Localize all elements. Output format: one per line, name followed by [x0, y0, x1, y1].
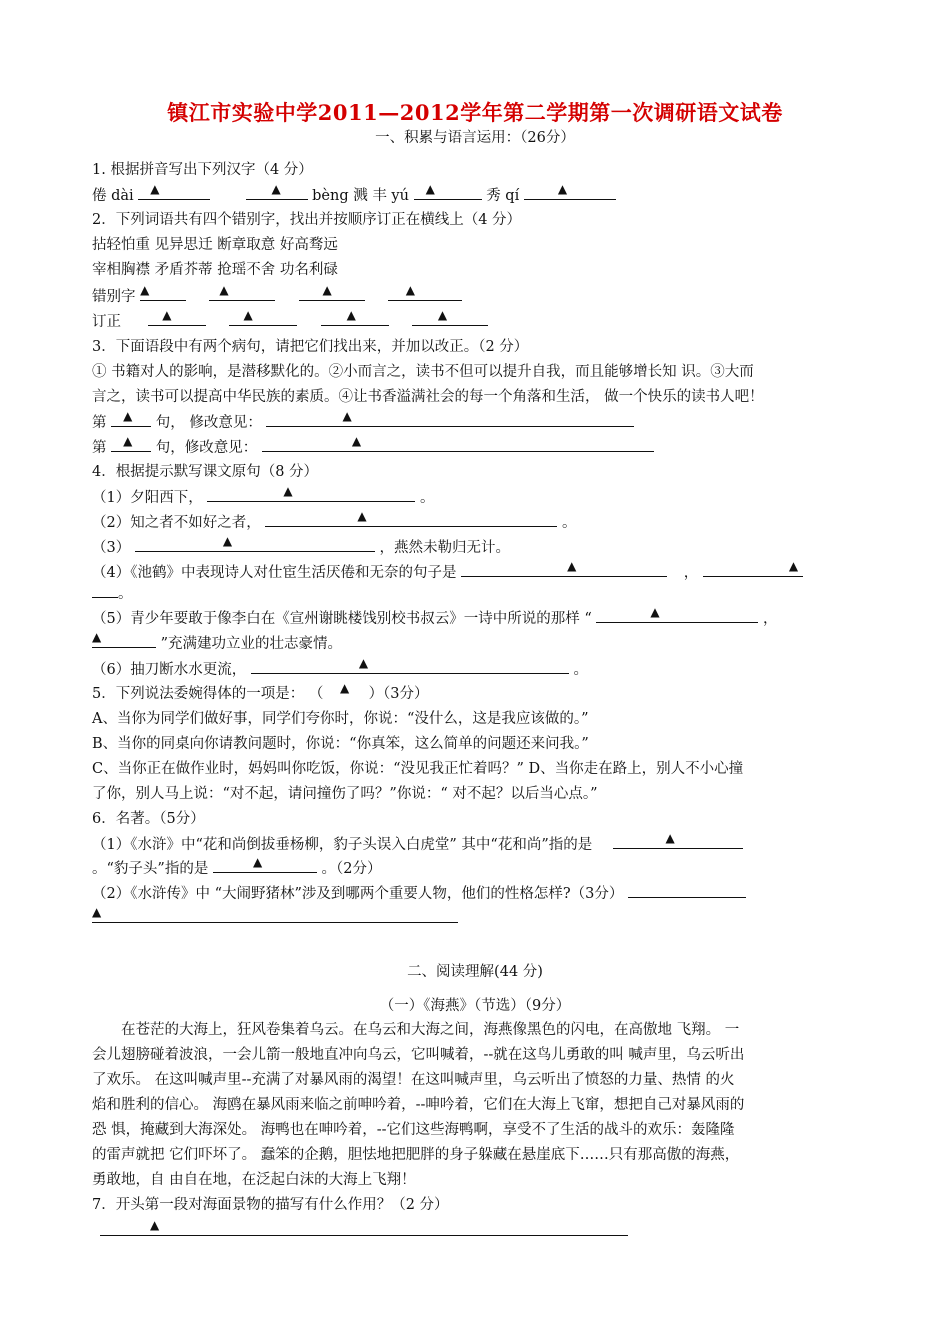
passage-line-4: 焰和胜利的信心。 海鸥在暴风雨来临之前呻吟着，--呻吟着，它们在大海上飞窜，想把自己对暴风雨的: [92, 1097, 745, 1113]
q6-item-1-cont: 。“豹子头”指的是 ▲ 。（2分）: [92, 855, 382, 877]
answer-blank[interactable]: ▲: [262, 437, 654, 452]
q2-corrections: 订正 ▲ ▲ ▲ ▲: [92, 311, 488, 332]
answer-blank[interactable]: ▲: [266, 412, 634, 427]
answer-blank[interactable]: ▲: [246, 185, 308, 200]
question-7: 7．开头第一段对海面景物的描写有什么作用？（2 分）: [92, 1197, 449, 1213]
answer-blank[interactable]: ▲: [388, 286, 462, 301]
section-1-heading: 一、积累与语言运用：（26分）: [375, 130, 575, 146]
question-6: 6．名著。（5分）: [92, 811, 205, 827]
answer-blank[interactable]: ▲: [213, 858, 317, 873]
answer-blank[interactable]: ▲: [524, 185, 616, 200]
passage-line-5: 恐 惧，掩藏到大海深处。 海鸭也在呻吟着，--它们这些海鸭啊，享受不了生活的战斗的欢乐：轰隆隆: [92, 1122, 735, 1138]
q4-item-3: （3） ▲ ，燕然未勒归无计。: [92, 534, 510, 556]
exam-title: 镇江市实验中学2011—2012学年第二学期第一次调研语文试卷: [167, 100, 783, 125]
q5-option-a: A、当你为同学们做好事，同学们夸你时，你说：“没什么，这是我应该做的。”: [92, 711, 589, 727]
q6-item-2: （2）《水浒传》中 “大闹野猪林”涉及到哪两个重要人物，他们的性格怎样?（3分）: [92, 883, 746, 904]
answer-blank[interactable]: ▲: [414, 185, 482, 200]
answer-blank[interactable]: [92, 583, 118, 598]
answer-blank[interactable]: ▲: [461, 562, 667, 577]
answer-blank[interactable]: ▲: [111, 437, 151, 452]
answer-blank[interactable]: ▲: [321, 311, 389, 326]
answer-blank[interactable]: ▲: [613, 834, 743, 849]
answer-blank[interactable]: ▲: [251, 659, 569, 674]
q4-item-6: （6）抽刀断水水更流， ▲ 。: [92, 656, 588, 678]
q2-wrong-chars: 错别字 ▲ ▲ ▲ ▲: [92, 286, 462, 307]
q3-paragraph-line-2: 言之，读书可以提高中华民族的素质。④让书香溢满社会的每一个角落和生活， 做一个快乐的读书人吧！: [92, 389, 764, 405]
q2-words-line-2: 宰相胸襟 矛盾芥蒂 抢瑶不舍 功名利碌: [92, 262, 338, 278]
answer-blank[interactable]: ▲: [265, 512, 557, 527]
q1-item-2: bèng 溅 丰 yú: [312, 188, 409, 204]
answer-blank[interactable]: ▲: [148, 311, 206, 326]
q6-item-1: （1）《水浒》中“花和尚倒拔垂杨柳，豹子头误入白虎堂” 其中“花和尚”指的是 ▲: [92, 834, 743, 855]
section-2-heading: 二、阅读理解(44 分): [407, 964, 543, 980]
q3-answer-2: 第 ▲ 句，修改意见： ▲: [92, 437, 654, 458]
passage-line-3: 了欢乐。 在这叫喊声里--充满了对暴风雨的渴望！在这叫喊声里，乌云听出了愤怒的力量、热情 的火: [92, 1072, 735, 1088]
answer-blank[interactable]: ▲: [703, 562, 803, 577]
answer-blank[interactable]: ▲: [92, 908, 458, 923]
answer-blank[interactable]: ▲: [596, 608, 758, 623]
q3-answer-1: 第 ▲ 句， 修改意见： ▲: [92, 412, 634, 433]
passage-line-1: 在苍茫的大海上，狂风卷集着乌云。在乌云和大海之间，海燕像黑色的闪电，在高傲地 飞翔。 一: [121, 1022, 740, 1038]
answer-blank[interactable]: ▲: [111, 412, 151, 427]
q5-option-c: C、当你正在做作业时，妈妈叫你吃饭，你说：“没见我正忙着吗？” D、当你走在路上，别人不小心撞: [92, 761, 744, 777]
answer-blank[interactable]: ▲: [209, 286, 275, 301]
answer-blank[interactable]: ▲: [92, 633, 156, 648]
answer-blank[interactable]: ▲: [135, 537, 375, 552]
q6-item-2-answer: [92, 905, 458, 929]
question-1: 1. 根据拼音写出下列汉字（4 分）: [92, 162, 313, 178]
answer-blank[interactable]: [628, 883, 746, 898]
q4-item-2: （2）知之者不如好之者， ▲ 。: [92, 509, 577, 531]
q1-item-1: 倦 dài: [92, 188, 134, 204]
answer-blank[interactable]: ▲: [100, 1221, 628, 1236]
passage-line-7: 勇敢地，自 由自在地，在泛起白沫的大海上飞翔！: [92, 1172, 416, 1188]
q4-item-1: （1）夕阳西下， ▲ 。: [92, 484, 435, 506]
q4-item-5-end: ▲ ”充满建功立业的壮志豪情。: [92, 630, 343, 652]
q3-paragraph-line-1: ① 书籍对人的影响，是潜移默化的。②小而言之，读书不但可以提升自我，而且能够增长知 识。③大而: [92, 364, 754, 380]
answer-blank[interactable]: ▲: [412, 311, 488, 326]
q5-option-d: 了你，别人马上说：“对不起，请问撞伤了吗？”你说：“ 对不起？以后当心点。”: [92, 786, 598, 802]
answer-blank[interactable]: ▲: [229, 311, 297, 326]
reading-1-title: （一）《海燕》（节选）（9分）: [379, 998, 571, 1014]
answer-blank[interactable]: ▲: [299, 286, 365, 301]
question-4: 4．根据提示默写课文原句（8 分）: [92, 464, 319, 480]
q4-item-5: （5）青少年要敢于像李白在《宣州谢眺楼饯别校书叔云》一诗中所说的那样 “ ▲ ，: [92, 605, 778, 627]
passage-line-6: 的雷声就把 它们吓坏了。 蠢笨的企鹅，胆怯地把肥胖的身子躲藏在悬崖底下……只有那高傲的海燕，: [92, 1147, 740, 1163]
q5-option-b: B、当你的同桌向你请教问题时，你说：“你真笨，这么简单的问题还来问我。”: [92, 736, 589, 752]
passage-line-2: 会儿翅膀碰着波浪，一会儿箭一般地直冲向乌云，它叫喊着，--就在这鸟儿勇敢的叫 喊声里，乌云听出: [92, 1047, 745, 1063]
answer-blank[interactable]: ▲: [138, 185, 210, 200]
q4-item-4: （4）《池鹤》中表现诗人对仕宦生活厌倦和无奈的句子是 ▲ ， ▲: [92, 562, 803, 583]
answer-blank[interactable]: ▲: [140, 286, 186, 301]
q4-item-4-end: 。: [92, 583, 133, 604]
question-5: 5．下列说法委婉得体的一项是： （ ▲ ）（3分）: [92, 681, 429, 702]
q7-answer: [100, 1218, 628, 1242]
q2-words-line-1: 拈轻怕重 见异思迁 断章取意 好高骛远: [92, 237, 338, 253]
answer-blank[interactable]: ▲: [339, 681, 350, 695]
q1-item-3: 秀 qí: [486, 188, 520, 204]
question-2: 2．下列词语共有四个错别字，找出并按顺序订正在横线上（4 分）: [92, 212, 522, 228]
answer-blank[interactable]: ▲: [207, 487, 415, 502]
question-1-items: [92, 182, 616, 206]
question-3: 3．下面语段中有两个病句，请把它们找出来，并加以改正。（2 分）: [92, 339, 529, 355]
